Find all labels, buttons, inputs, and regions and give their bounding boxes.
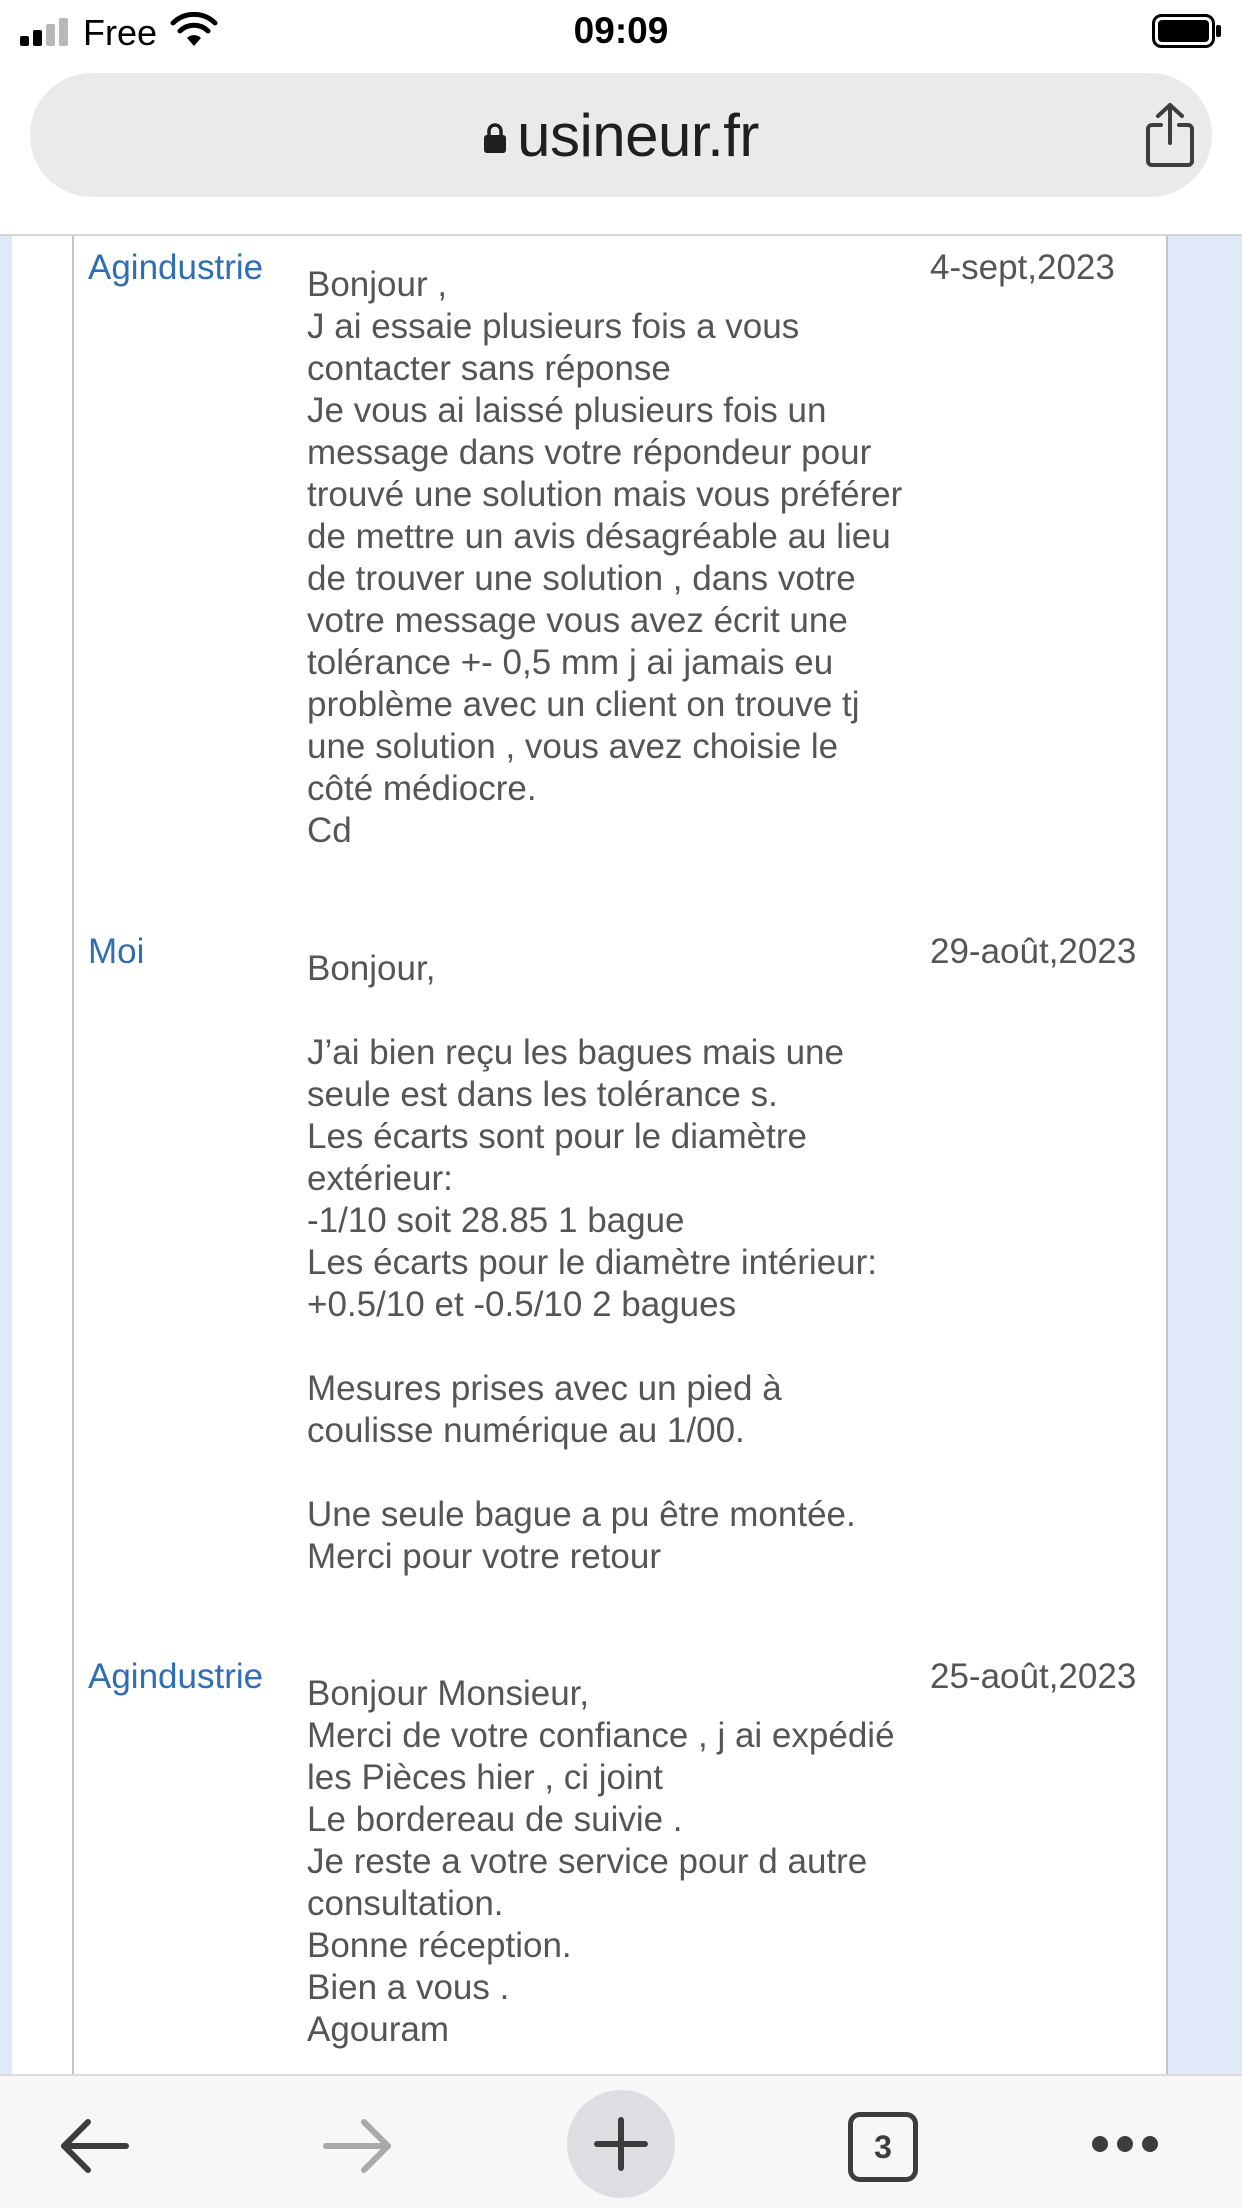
message-date: 25-août,2023: [930, 1657, 1137, 1696]
thread-border-right: [1166, 236, 1168, 2074]
forward-arrow-icon[interactable]: [322, 2114, 394, 2178]
url-text: usineur.fr: [517, 101, 759, 169]
status-bar: [0, 0, 1242, 62]
browser-toolbar: [0, 2074, 1242, 2208]
clock: 09:09: [573, 10, 669, 51]
message-thread[interactable]: [0, 236, 1242, 2074]
message-date: 29-août,2023: [930, 932, 1137, 971]
message-body: Bonjour Monsieur, Merci de votre confiance , j ai expédié les Pièces hier , ci joint Le bordereau de suivie . Je reste a votre service pour d autre consultation. Bonne réception. Bien a vous . Agouram: [307, 1674, 895, 2049]
lock-icon: [483, 122, 507, 154]
carrier-name: Free: [83, 12, 158, 53]
url-display[interactable]: [30, 73, 1212, 197]
message-body: Bonjour , J ai essaie plusieurs fois a vous contacter sans réponse Je vous ai laissé plusieurs fois un message dans votre répondeur pour trouvé une solution mais vous préférer de mettre un avis désagréable au lieu de trouver une solution , dans votre votre message vous avez écrit une tolérance +- 0,5 mm j ai jamais eu problème avec un client on trouve tj une solution , vous avez choisie le côté médiocre. Cd: [307, 265, 903, 850]
back-arrow-icon[interactable]: [58, 2114, 130, 2178]
message-author[interactable]: Agindustrie: [88, 1657, 264, 1696]
message-body: Bonjour, J’ai bien reçu les bagues mais une seule est dans les tolérance s. Les écarts sont pour le diamètre extérieur: -1/10 soit 28.85 1 bague Les écarts pour le diamètre intérieur: +0.5/10 et -0.5/10 2 bagues Mesures prises avec un pied à coulisse numérique au 1/00. Une seule bague a pu être montée. Merci pour votre retour: [307, 949, 877, 1576]
message-author[interactable]: Agindustrie: [88, 248, 264, 287]
new-tab-button[interactable]: [567, 2090, 675, 2198]
page-side-accent-right: [1168, 236, 1242, 2074]
more-options-icon[interactable]: [1090, 2132, 1160, 2156]
message-author[interactable]: Moi: [88, 932, 145, 971]
page-side-accent-left: [0, 236, 12, 2074]
tab-switcher-button[interactable]: 3: [848, 2112, 918, 2182]
battery-icon: [1152, 14, 1222, 48]
address-bar[interactable]: [30, 73, 1212, 197]
share-icon[interactable]: [1142, 101, 1198, 169]
thread-border-left: [72, 236, 74, 2074]
plus-icon: [593, 2116, 649, 2172]
message-date: 4-sept,2023: [930, 248, 1115, 287]
